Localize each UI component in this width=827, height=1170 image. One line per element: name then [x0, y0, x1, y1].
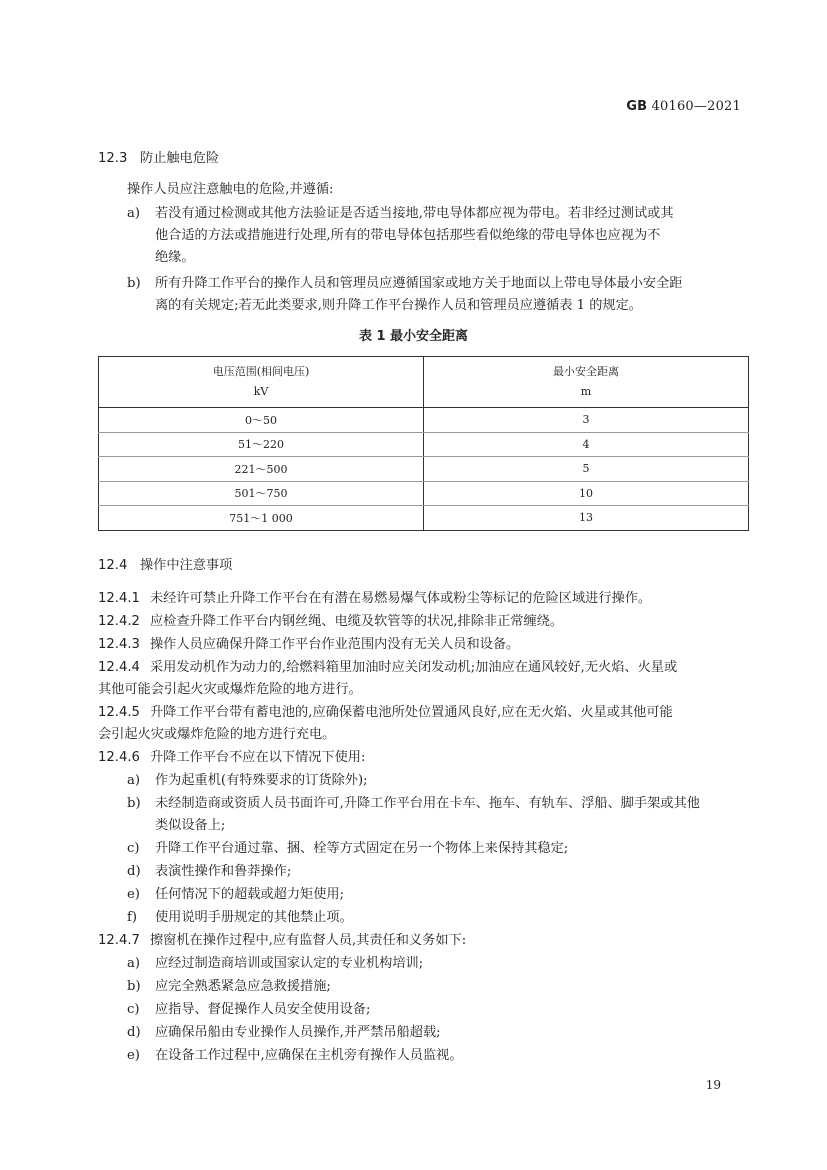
voltage-cell: 501～750	[99, 481, 424, 506]
item-text: 应指导、督促操作人员安全使用设备;	[155, 1002, 371, 1017]
section-12-3-heading	[98, 149, 748, 169]
list-item	[127, 274, 683, 294]
clause-number: 12.4.4	[98, 660, 140, 675]
item-text-continued: 绝缘。	[155, 250, 195, 265]
table-row	[99, 506, 749, 531]
section-12-3-intro: 操作人员应注意触电的危险,并遵循:	[127, 182, 334, 197]
item-label: d)	[127, 864, 141, 879]
list-item	[127, 1023, 441, 1043]
item-label: b)	[127, 979, 141, 994]
clause-number: 12.4.3	[98, 637, 140, 652]
header-line: 电压范围(相间电压)	[212, 365, 310, 378]
header-unit: m	[580, 385, 592, 398]
clause-text: 操作人员应确保升降工作平台作业范围内没有无关人员和设备。	[150, 637, 520, 652]
section-number: 12.3	[98, 151, 128, 166]
item-label: d)	[127, 1025, 141, 1040]
table-row	[99, 432, 749, 457]
item-text-continued: 类似设备上;	[155, 818, 226, 833]
list-item	[127, 908, 353, 928]
voltage-cell: 221～500	[99, 457, 424, 482]
clause-number: 12.4.2	[98, 614, 140, 629]
section-title: 操作中注意事项	[140, 558, 233, 573]
item-label: c)	[127, 1002, 140, 1017]
list-item	[127, 977, 331, 997]
table-header-row	[99, 357, 749, 408]
list-item	[127, 1000, 370, 1020]
item-label: e)	[127, 1048, 140, 1063]
distance-cell: 10	[424, 481, 749, 506]
clause-12-4-2	[98, 612, 563, 632]
standard-code-header	[626, 99, 741, 114]
item-label: a)	[127, 773, 141, 788]
item-label: e)	[127, 887, 140, 902]
clause-number: 12.4.6	[98, 750, 140, 765]
clause-number: 12.4.1	[98, 591, 140, 606]
item-text: 应确保吊船由专业操作人员操作,并严禁吊船超载;	[155, 1025, 441, 1040]
list-item	[127, 794, 700, 814]
section-12-4-heading	[98, 556, 748, 576]
clause-number: 12.4.7	[98, 933, 140, 948]
clause-text: 升降工作平台带有蓄电池的,应确保蓄电池所处位置通风良好,应在无火焰、火星或其他可能	[150, 705, 673, 720]
minimum-safe-distance-table	[98, 356, 749, 531]
item-text: 应完全熟悉紧急应急救援措施;	[155, 979, 331, 994]
table-row	[99, 457, 749, 482]
section-number: 12.4	[98, 558, 128, 573]
section-title: 防止触电危险	[140, 151, 220, 166]
clause-text: 应检查升降工作平台内钢丝绳、电缆及软管等的状况,排除非正常缠绕。	[150, 614, 564, 629]
item-label: b)	[127, 276, 141, 291]
distance-cell: 5	[424, 457, 749, 482]
table-row	[99, 481, 749, 506]
item-text: 作为起重机(有特殊要求的订货除外);	[155, 773, 368, 788]
clause-text: 升降工作平台不应在以下情况下使用:	[150, 750, 366, 765]
clause-text-continued: 会引起火灾或爆炸危险的地方进行充电。	[98, 727, 336, 742]
item-label: a)	[127, 956, 141, 971]
item-text: 若没有通过检测或其他方法验证是否适当接地,带电导体都应视为带电。若非经过测试或其	[155, 206, 674, 221]
item-text: 所有升降工作平台的操作人员和管理员应遵循国家或地方关于地面以上带电导体最小安全距	[155, 276, 683, 291]
page-number: 19	[705, 1078, 721, 1092]
item-text: 升降工作平台通过靠、捆、栓等方式固定在另一个物体上来保持其稳定;	[155, 841, 569, 856]
voltage-cell: 0～50	[99, 408, 424, 433]
list-item	[127, 862, 291, 882]
item-label: a)	[127, 206, 141, 221]
distance-cell: 13	[424, 506, 749, 531]
clause-text: 未经许可禁止升降工作平台在有潜在易燃易爆气体或粉尘等标记的危险区域进行操作。	[150, 591, 652, 606]
item-text-continued: 他合适的方法或措施进行处理,所有的带电导体包括那些看似绝缘的带电导体也应视为不	[155, 228, 661, 243]
clause-text-continued: 其他可能会引起火灾或爆炸危险的地方进行。	[98, 682, 362, 697]
clause-number: 12.4.5	[98, 705, 140, 720]
clause-12-4-4	[98, 658, 677, 678]
item-text: 任何情况下的超载或超力矩使用;	[155, 887, 345, 902]
voltage-cell: 51～220	[99, 432, 424, 457]
item-text: 在设备工作过程中,应确保在主机旁有操作人员监视。	[155, 1048, 463, 1063]
item-label: f)	[127, 910, 138, 925]
standard-number: 40160—2021	[651, 99, 741, 114]
clause-12-4-6	[98, 748, 365, 768]
item-text: 表演性操作和鲁莽操作;	[155, 864, 292, 879]
clause-12-4-3	[98, 635, 519, 655]
clause-12-4-1	[98, 589, 651, 609]
list-item	[127, 954, 423, 974]
item-text: 未经制造商或资质人员书面许可,升降工作平台用在卡车、拖车、有轨车、浮船、脚手架或其他	[155, 796, 700, 811]
header-voltage-range	[99, 357, 424, 408]
distance-cell: 4	[424, 432, 749, 457]
list-item	[127, 204, 674, 224]
distance-cell: 3	[424, 408, 749, 433]
voltage-cell: 751～1 000	[99, 506, 424, 531]
list-item	[127, 839, 568, 859]
item-text-continued: 离的有关规定;若无此类要求,则升降工作平台操作人员和管理员应遵循表 1 的规定。	[155, 298, 642, 313]
header-min-distance	[424, 357, 749, 408]
list-item	[127, 1046, 463, 1066]
table-caption: 表 1 最小安全距离	[358, 329, 469, 344]
standard-prefix: GB	[626, 99, 648, 114]
clause-text: 擦窗机在操作过程中,应有监督人员,其责任和义务如下:	[150, 933, 467, 948]
clause-text: 采用发动机作为动力的,给燃料箱里加油时应关闭发动机;加油应在通风较好,无火焰、火星或	[150, 660, 678, 675]
list-item	[127, 885, 344, 905]
item-label: c)	[127, 841, 140, 856]
clause-12-4-7	[98, 931, 466, 951]
item-text: 应经过制造商培训或国家认定的专业机构培训;	[155, 956, 424, 971]
header-unit: kV	[253, 385, 269, 398]
table-row	[99, 408, 749, 433]
item-label: b)	[127, 796, 141, 811]
clause-12-4-5	[98, 703, 673, 723]
header-line: 最小安全距离	[553, 365, 619, 378]
item-text: 使用说明手册规定的其他禁止项。	[155, 910, 353, 925]
list-item	[127, 771, 368, 791]
